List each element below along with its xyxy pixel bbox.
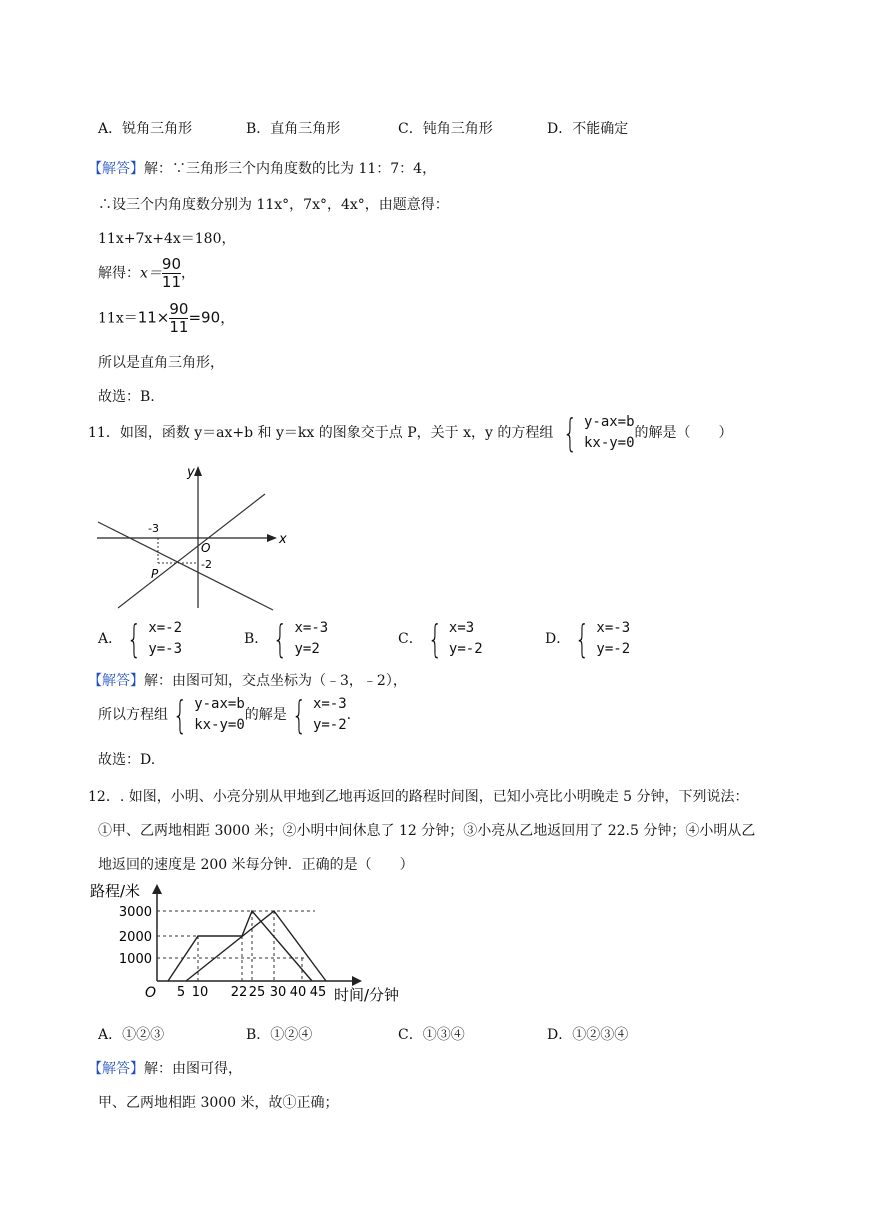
xtick-25: 25 xyxy=(248,985,266,1000)
xtick-45: 45 xyxy=(309,985,327,1000)
q12-stem-line3: 地返回的速度是 200 米每分钟．正确的是（ ） xyxy=(98,857,414,873)
q10-option-d: D．不能确定 xyxy=(547,121,629,137)
q12-stem-line1: 12．. 如图，小明、小亮分别从甲地到乙地再返回的路程时间图，已知小亮比小明晚走 5 分钟，下列说法： xyxy=(88,789,749,805)
tick-minus3: -3 xyxy=(148,522,159,535)
q12-option-d: D．①②③④ xyxy=(547,1027,629,1043)
q11-stem: 11．如图，函数 y＝ax+b 和 y＝kx 的图象交于点 P，关于 x，y 的方程组 { y-ax=b kx-y=0 的解是（ ） xyxy=(88,411,733,455)
ytick-1000: 1000 xyxy=(118,952,152,967)
equation-system: { y-ax=b kx-y=0 xyxy=(562,411,635,455)
q11-option-c: C． { x=3 y=-2 xyxy=(398,617,483,661)
fraction: $\frac{90}{11}$ xyxy=(169,300,189,336)
tick-minus2: -2 xyxy=(201,558,212,571)
q11-graph xyxy=(95,460,295,612)
q12-answer-line: 【解答】解：由图可得， xyxy=(88,1061,242,1077)
q11-choice: 故选：D. xyxy=(98,752,156,768)
answer-tag: 【解答】 xyxy=(88,161,144,177)
answer-tag: 【解答】 xyxy=(88,1061,144,1077)
fraction: $\frac{90}{11}$ xyxy=(161,255,181,291)
ytick-2000: 2000 xyxy=(118,930,152,945)
x-axis-label: x xyxy=(279,532,287,547)
origin-label: O xyxy=(201,541,211,555)
q12-stem-line2: ①甲、乙两地相距 3000 米；②小明中间休息了 12 分钟；③小亮从乙地返回用了 22.5 分钟；④小明从乙 xyxy=(98,823,756,839)
xtick-10: 10 xyxy=(191,985,209,1000)
q10-option-b: B．直角三角形 xyxy=(246,121,341,137)
q12-option-a: A．①②③ xyxy=(98,1027,165,1043)
answer-text: 解：∵三角形三个内角度数的比为 11：7：4， xyxy=(144,161,437,177)
answer-tag: 【解答】 xyxy=(88,673,144,689)
q11-option-a: A． { x=-2 y=-3 xyxy=(98,617,183,661)
xtick-22: 22 xyxy=(230,985,248,1000)
q10-line3: 11x+7x+4x＝180， xyxy=(98,231,236,247)
q10-line5: 11x＝11× $\frac{90}{11}$ =90， xyxy=(98,300,236,336)
point-p-label: P xyxy=(151,567,159,581)
origin-label: O xyxy=(145,985,157,1001)
q12-answer-first: 甲、乙两地相距 3000 米，故①正确； xyxy=(98,1095,339,1111)
q10-option-a: A．锐角三角形 xyxy=(98,121,193,137)
xtick-30: 30 xyxy=(269,985,287,1000)
ytick-3000: 3000 xyxy=(118,905,152,920)
chart-ylabel: 路程/米 xyxy=(90,882,141,900)
q10-line2: ∴设三个内角度数分别为 11x°，7x°，4x°，由题意得： xyxy=(98,197,449,213)
q12-option-b: B．①②④ xyxy=(246,1027,313,1043)
q11-answer-system: 所以方程组 { y-ax=b kx-y=0 的解是 { x=-3 y=-2 . xyxy=(98,693,352,737)
xtick-5: 5 xyxy=(176,985,186,1000)
xtick-40: 40 xyxy=(289,985,307,1000)
q12-option-c: C．①③④ xyxy=(398,1027,465,1043)
q10-option-c: C．钝角三角形 xyxy=(398,121,493,137)
q10-line7: 故选：B. xyxy=(98,389,155,405)
q10-answer-line xyxy=(88,158,436,178)
q11-option-b: B． { x=-3 y=2 xyxy=(244,617,329,661)
q10-line6: 所以是直角三角形， xyxy=(98,355,224,371)
q12-chart xyxy=(90,876,420,1006)
q10-line4: 解得：x＝ $\frac{90}{11}$ ， xyxy=(98,255,195,291)
y-axis-label: y xyxy=(187,465,195,480)
chart-xlabel: 时间/分钟 xyxy=(334,986,400,1004)
q11-answer-line: 【解答】解：由图可知，交点坐标为（﹣3，﹣2）， xyxy=(88,673,407,689)
q11-option-d: D． { x=-3 y=-2 xyxy=(545,617,631,661)
